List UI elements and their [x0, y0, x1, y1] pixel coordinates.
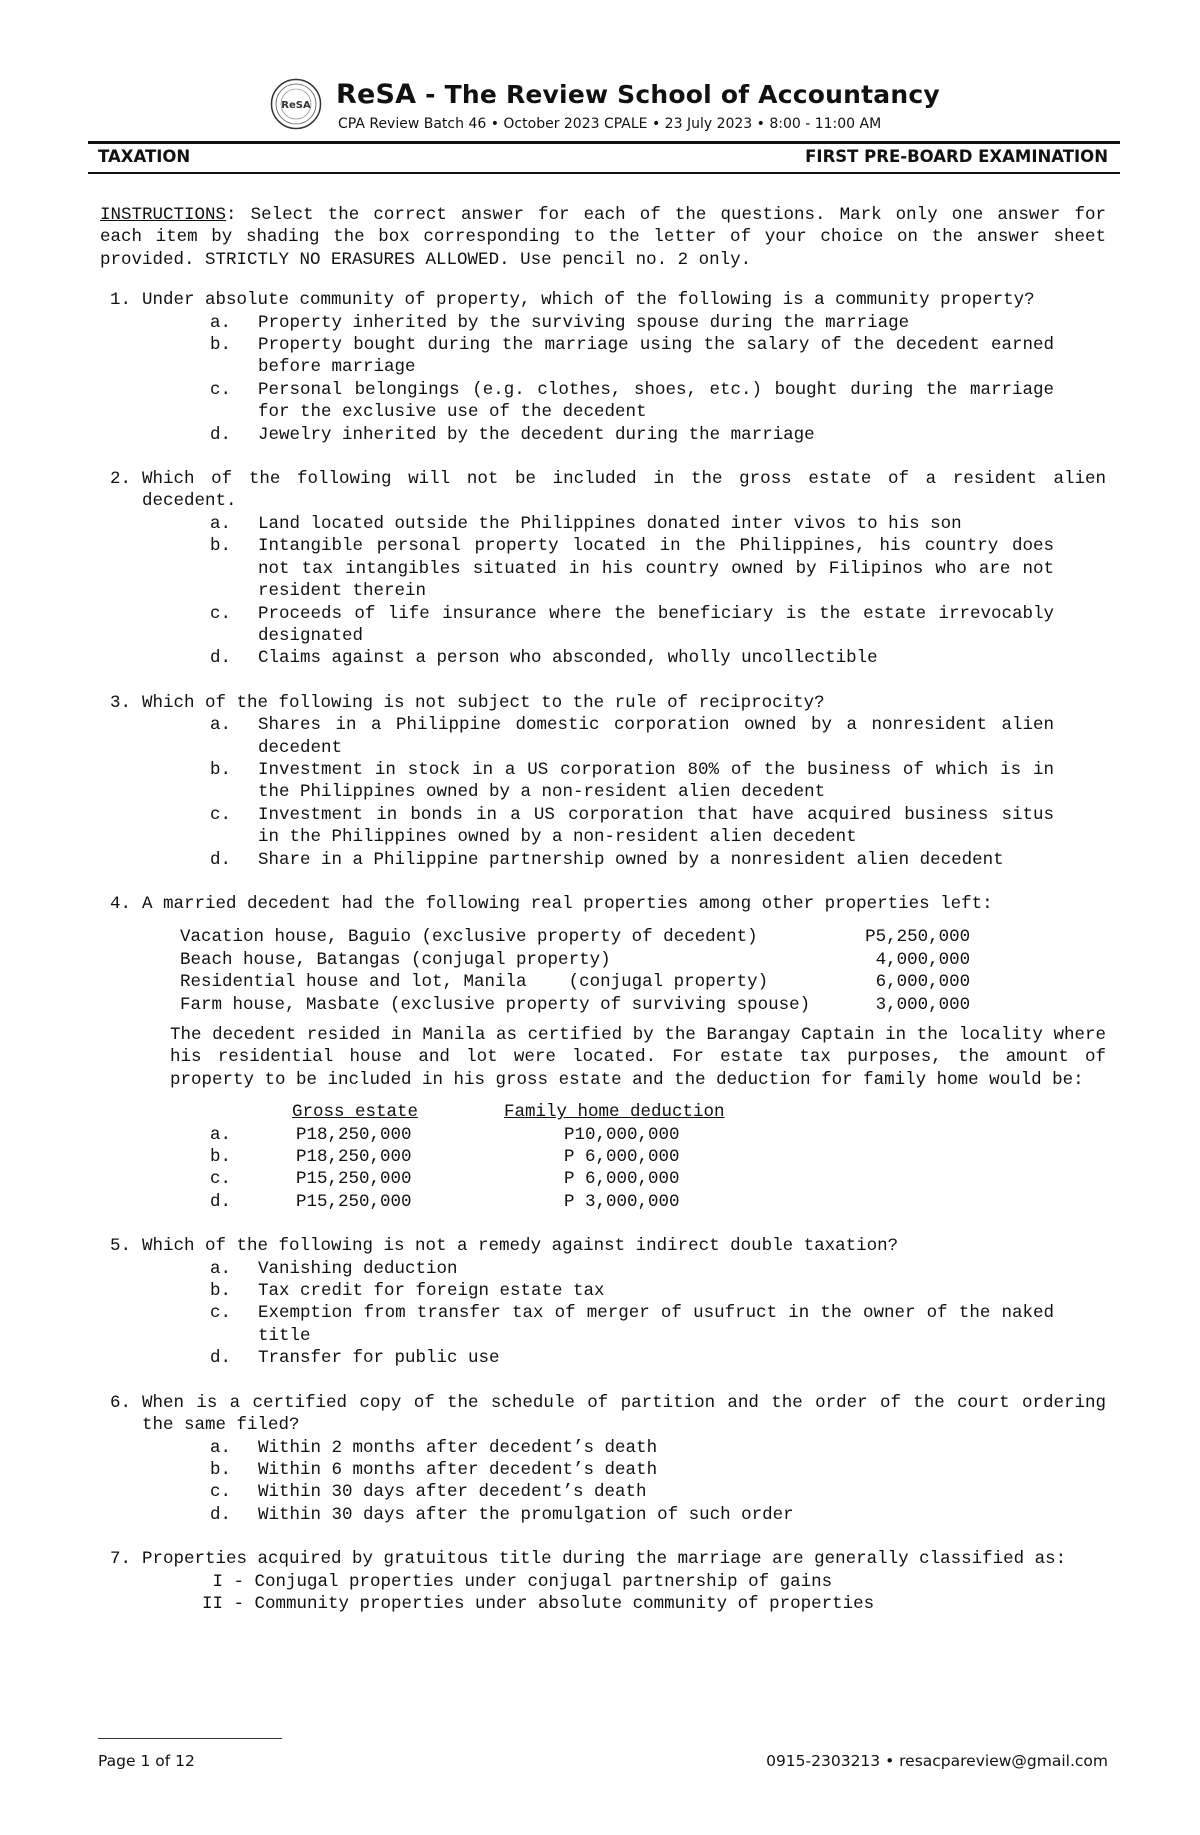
- header-gross: [292, 1101, 504, 1123]
- option-letter: b.: [210, 536, 232, 557]
- footer-rule: [98, 1738, 282, 1739]
- instructions-label: INSTRUCTIONS: [100, 205, 227, 225]
- answer-option: [142, 1302, 1106, 1347]
- question-list: [100, 289, 1106, 1615]
- question-7: [100, 1548, 1106, 1615]
- answer-option: [142, 1280, 1106, 1302]
- roman-statement: I - Conjugal properties under conjugal partnership of gains: [202, 1571, 833, 1592]
- answer-option: [142, 334, 1106, 379]
- answer-option: [142, 535, 1106, 602]
- answer-row: [210, 1191, 725, 1213]
- option-text: Shares in a Philippine domestic corporation owned by a nonresident alien decedent: [258, 715, 1054, 758]
- answer-option: [142, 1437, 1106, 1459]
- option-text: Within 30 days after the promulgation of such order: [258, 1504, 794, 1525]
- option-letter: d.: [210, 1348, 232, 1369]
- question-number: 7.: [110, 1549, 132, 1570]
- option-letter: c.: [210, 379, 232, 400]
- property-description: Beach house, Batangas (conjugal property): [180, 949, 611, 970]
- property-row: [180, 949, 970, 971]
- option-letter: a.: [210, 715, 232, 736]
- header-rule-bottom: [88, 172, 1120, 174]
- option-letter: c.: [210, 1482, 232, 1503]
- option-text: Investment in bonds in a US corporation that have acquired business situs in the Philippines owned by a non-resident alien decedent: [258, 804, 1054, 848]
- option-letter: a.: [210, 1437, 232, 1458]
- option-text: Property bought during the marriage using the salary of the decedent earned before marriage: [258, 335, 1054, 378]
- option-letter: b.: [210, 1459, 232, 1480]
- header-rule-top: [88, 141, 1120, 144]
- answer-gross: P15,250,000: [296, 1191, 412, 1212]
- option-text: Property inherited by the surviving spouse during the marriage: [258, 312, 910, 333]
- answer-option: [142, 424, 1106, 446]
- option-letter: a.: [210, 513, 232, 534]
- option-letter: d.: [210, 849, 232, 870]
- answer-family: P 6,000,000: [564, 1169, 680, 1190]
- property-table: [180, 926, 970, 1016]
- question-stem: When is a certified copy of the schedule of partition and the order of the court ordering the same filed?: [142, 1392, 1106, 1436]
- answer-option: [142, 647, 1106, 669]
- property-amount: 3,000,000: [875, 994, 971, 1015]
- answer-option: [142, 1258, 1106, 1280]
- property-row: [180, 926, 970, 948]
- question-number: 6.: [110, 1392, 132, 1413]
- page-header: [0, 0, 1200, 170]
- property-amount: P5,250,000: [865, 927, 971, 948]
- option-text: Vanishing deduction: [258, 1258, 458, 1279]
- question-2: [100, 468, 1106, 670]
- option-text: Claims against a person who absconded, wholly uncollectible: [258, 648, 878, 669]
- page-number: Page 1 of 12: [98, 1752, 195, 1770]
- question-body: The decedent resided in Manila as certified by the Barangay Captain in the locality where his residential house and lot were located. For estate tax purposes, the amount of property to be included in his gross estate and the deduction for family home would be:: [170, 1025, 1106, 1090]
- answer-letter: d.: [210, 1191, 232, 1212]
- property-row: [180, 971, 970, 993]
- option-text: Exemption from transfer tax of merger of usufruct in the owner of the naked title: [258, 1303, 1054, 1346]
- question-stem: A married decedent had the following real properties among other properties left:: [142, 893, 993, 914]
- option-text: Transfer for public use: [258, 1348, 500, 1369]
- question-1: [100, 289, 1106, 446]
- answer-gross: P18,250,000: [296, 1124, 412, 1145]
- answer-option: [142, 1481, 1106, 1503]
- option-letter: d.: [210, 1504, 232, 1525]
- option-text: Tax credit for foreign estate tax: [258, 1281, 605, 1302]
- question-number: 1.: [110, 290, 132, 311]
- answer-family: P 6,000,000: [564, 1147, 680, 1168]
- answer-family: P10,000,000: [564, 1124, 680, 1145]
- option-text: Personal belongings (e.g. clothes, shoes, etc.) bought during the marriage for the exclusive use of the decedent: [258, 379, 1054, 423]
- option-text: Intangible personal property located in the Philippines, his country does not tax intangibles situated in his country owned by Filipinos who are not resident therein: [258, 536, 1054, 602]
- answer-option: [142, 849, 1106, 871]
- logo-text: ReSA: [281, 100, 311, 111]
- option-letter: c.: [210, 804, 232, 825]
- school-abbr: ReSA: [336, 79, 417, 110]
- option-text: Land located outside the Philippines donated inter vivos to his son: [258, 513, 962, 534]
- question-3: [100, 692, 1106, 871]
- answer-option: [142, 1347, 1106, 1369]
- exam-title: FIRST PRE-BOARD EXAMINATION: [805, 147, 1108, 166]
- option-letter: b.: [210, 335, 232, 356]
- answer-row: [210, 1124, 725, 1146]
- property-description: Vacation house, Baguio (exclusive property of decedent): [180, 927, 758, 948]
- col-gross-estate: Gross estate: [292, 1102, 419, 1123]
- question-number: 3.: [110, 692, 132, 713]
- batch-line: CPA Review Batch 46 • October 2023 CPALE • 23 July 2023 • 8:00 - 11:00 AM: [338, 116, 882, 132]
- option-letter: a.: [210, 312, 232, 333]
- answer-option: [142, 603, 1106, 648]
- header-blank: [210, 1101, 292, 1123]
- answer-gross: P15,250,000: [296, 1169, 412, 1190]
- answer-option: [142, 759, 1106, 804]
- answer-row: [210, 1146, 725, 1168]
- option-letter: b.: [210, 1281, 232, 1302]
- property-amount: 4,000,000: [875, 949, 971, 970]
- exam-content: [100, 204, 1106, 1615]
- answer-table: [210, 1101, 725, 1213]
- option-letter: d.: [210, 648, 232, 669]
- option-text: Within 30 days after decedent’s death: [258, 1482, 647, 1503]
- answer-gross: P18,250,000: [296, 1147, 412, 1168]
- header-family: [504, 1101, 725, 1123]
- question-6: [100, 1392, 1106, 1526]
- col-family-home: Family home deduction: [504, 1102, 725, 1123]
- answer-option: [142, 312, 1106, 334]
- answer-option: [142, 1504, 1106, 1526]
- question-stem: Which of the following is not subject to the rule of reciprocity?: [142, 692, 825, 713]
- option-text: Investment in stock in a US corporation 80% of the business of which is in the Philippines owned by a non-resident alien decedent: [258, 759, 1054, 803]
- option-letter: c.: [210, 1303, 232, 1324]
- question-stem: Properties acquired by gratuitous title during the marriage are generally classified as:: [142, 1549, 1067, 1570]
- question-stem: Which of the following will not be included in the gross estate of a resident alien decedent.: [142, 469, 1106, 512]
- answer-letter: b.: [210, 1147, 232, 1168]
- question-stem: Which of the following is not a remedy against indirect double taxation?: [142, 1236, 899, 1257]
- option-text: Share in a Philippine partnership owned by a nonresident alien decedent: [258, 849, 1004, 870]
- option-text: Proceeds of life insurance where the beneficiary is the estate irrevocably designated: [258, 603, 1054, 646]
- answer-letter: a.: [210, 1124, 232, 1145]
- answer-option: [142, 804, 1106, 849]
- question-5: [100, 1235, 1106, 1369]
- answer-option: [142, 379, 1106, 424]
- instructions: [100, 204, 1106, 271]
- option-text: Within 2 months after decedent’s death: [258, 1437, 658, 1458]
- question-number: 2.: [110, 469, 132, 490]
- option-text: Jewelry inherited by the decedent during the marriage: [258, 424, 815, 445]
- contact-info: 0915-2303213 • resacpareview@gmail.com: [766, 1752, 1108, 1770]
- school-name-rest: - The Review School of Accountancy: [416, 80, 940, 109]
- answer-family: P 3,000,000: [564, 1191, 680, 1212]
- option-letter: d.: [210, 424, 232, 445]
- question-4: [100, 893, 1106, 1213]
- answer-option: [142, 714, 1106, 759]
- school-name: [336, 79, 940, 110]
- roman-statement: II - Community properties under absolute community of properties: [202, 1593, 875, 1614]
- option-letter: a.: [210, 1258, 232, 1279]
- subject-title: TAXATION: [98, 147, 191, 166]
- answer-row: [210, 1168, 725, 1190]
- answer-option: [142, 1459, 1106, 1481]
- option-text: Within 6 months after decedent’s death: [258, 1459, 658, 1480]
- property-description: Farm house, Masbate (exclusive property of surviving spouse): [180, 994, 811, 1015]
- property-amount: 6,000,000: [875, 972, 971, 993]
- option-letter: c.: [210, 603, 232, 624]
- question-number: 5.: [110, 1236, 132, 1257]
- option-letter: b.: [210, 759, 232, 780]
- question-stem: Under absolute community of property, which of the following is a community property?: [142, 290, 1035, 311]
- property-row: [180, 994, 970, 1016]
- question-number: 4.: [110, 893, 132, 914]
- answer-letter: c.: [210, 1169, 232, 1190]
- resa-logo-icon: [270, 78, 322, 130]
- property-description: Residential house and lot, Manila (conjugal property): [180, 972, 769, 993]
- instructions-text: : Select the correct answer for each of the questions. Mark only one answer for each item by shading the box corresponding to the letter of your choice on the answer sheet provided. STRICTLY NO ERASURES ALLOWED. Use pencil no. 2 only.: [100, 205, 1106, 270]
- answer-option: [142, 513, 1106, 535]
- answer-table-header: [210, 1101, 725, 1123]
